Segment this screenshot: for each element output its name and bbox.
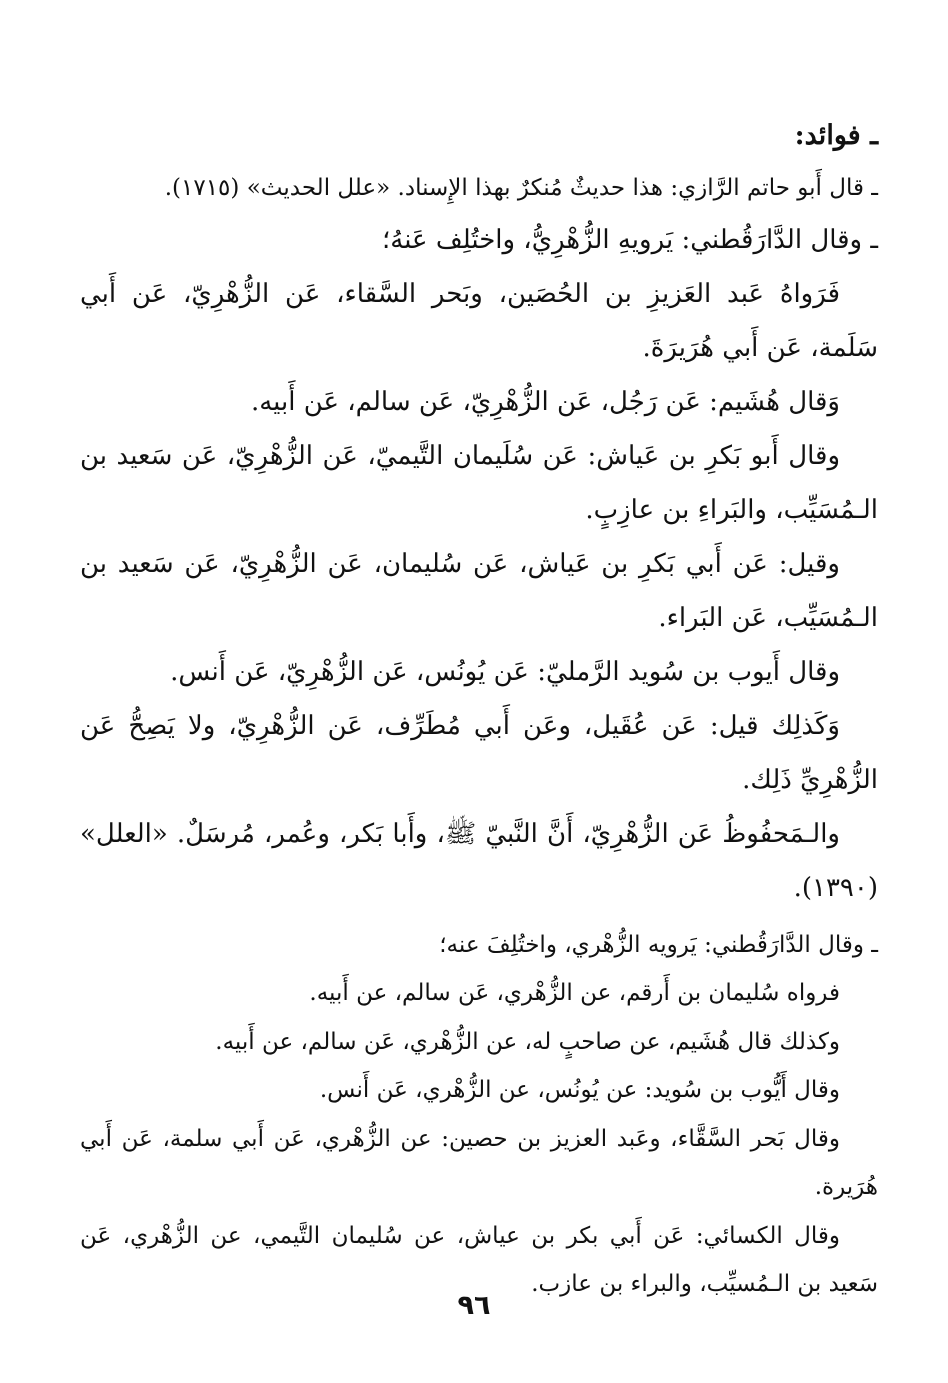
page-number: ٩٦	[457, 1290, 491, 1321]
paragraph-daraqutni-second: ـ وقال الدَّارَقُطني: يَرويه الزُّهْري، واختُلِفَ عنه؛	[439, 931, 878, 958]
paragraph-narration-5: وقال أَيوب بن سُويد الرَّمليّ: عَن يُونُس، عَن الزُّهْرِيّ، عَن أَنس.	[170, 656, 840, 687]
section-heading: ـ فوائد:	[794, 120, 878, 151]
paragraph-conclusion-1: والـمَحفُوظُ عَن الزُّهْرِيّ، أَنَّ النَّبيّ ﷺ، وأَبا بَكر، وعُمر، مُرسَلٌ. «العلل» (١٣٩٠).	[80, 818, 878, 903]
paragraph-narration-7: فرواه سُليمان بن أَرقم، عن الزُّهْري، عَن سالم، عن أَبيه.	[309, 980, 840, 1006]
paragraph-abu-hatim: ـ قال أَبو حاتم الرَّازي: هذا حديثٌ مُنكرٌ بهذا الإِسناد. «علل الحديث» (١٧١٥).	[164, 175, 878, 201]
paragraph-narration-4: وقيل: عَن أَبي بَكرِ بن عَياش، عَن سُليمان، عَن الزُّهْرِيّ، عَن سَعيد بن الـمُسَيِّب، عَن البَراء.	[80, 548, 878, 633]
paragraph-daraqutni-intro: ـ وقال الدَّارَقُطني: يَرويهِ الزُّهْرِيُّ، واختُلِف عَنهُ؛	[382, 224, 878, 255]
paragraph-narration-2: وَقال هُشَيم: عَن رَجُل، عَن الزُّهْرِيّ، عَن سالم، عَن أَبيه.	[250, 386, 840, 417]
paragraph-narration-9: وقال أَيُّوب بن سُويد: عن يُونُس، عن الزُّهْري، عَن أَنس.	[319, 1077, 840, 1103]
paragraph-narration-10: وقال بَحر السَّقَّاء، وعَبد العزيز بن حصين: عن الزُّهْري، عَن أَبي سلمة، عَن أَبي هُرَيرة.	[80, 1125, 878, 1200]
paragraph-narration-1: فَرَواهُ عَبد العَزيزِ بن الحُصَين، وبَحر السَّقاء، عَن الزُّهْرِيّ، عَن أَبي سَلَمة، عَن أَبي هُرَيرَةَ.	[80, 278, 878, 363]
paragraph-narration-6: وَكَذلِك قيل: عَن عُقَيل، وعَن أَبي مُطَرِّف، عَن الزُّهْرِيّ، ولا يَصِحُّ عَن الزُّهْرِيِّ ذَلِك.	[80, 710, 878, 795]
paragraph-narration-8: وكذلك قال هُشَيم، عن صاحبٍ له، عن الزُّهْري، عَن سالم، عن أَبيه.	[215, 1028, 840, 1055]
paragraph-narration-11: وقال الكسائي: عَن أَبي بكر بن عياش، عن سُليمان التَّيمي، عن الزُّهْري، عَن سَعيد بن الـمُسيِّب، والبراء بن عازب.	[80, 1222, 878, 1297]
paragraph-narration-3: وقال أَبو بَكرِ بن عَياش: عَن سُلَيمان التَّيميّ، عَن الزُّهْرِيّ، عَن سَعيد بن الـمُسَيِّب، والبَراءِ بن عازِبٍ.	[80, 440, 878, 525]
page-body	[80, 110, 878, 1309]
